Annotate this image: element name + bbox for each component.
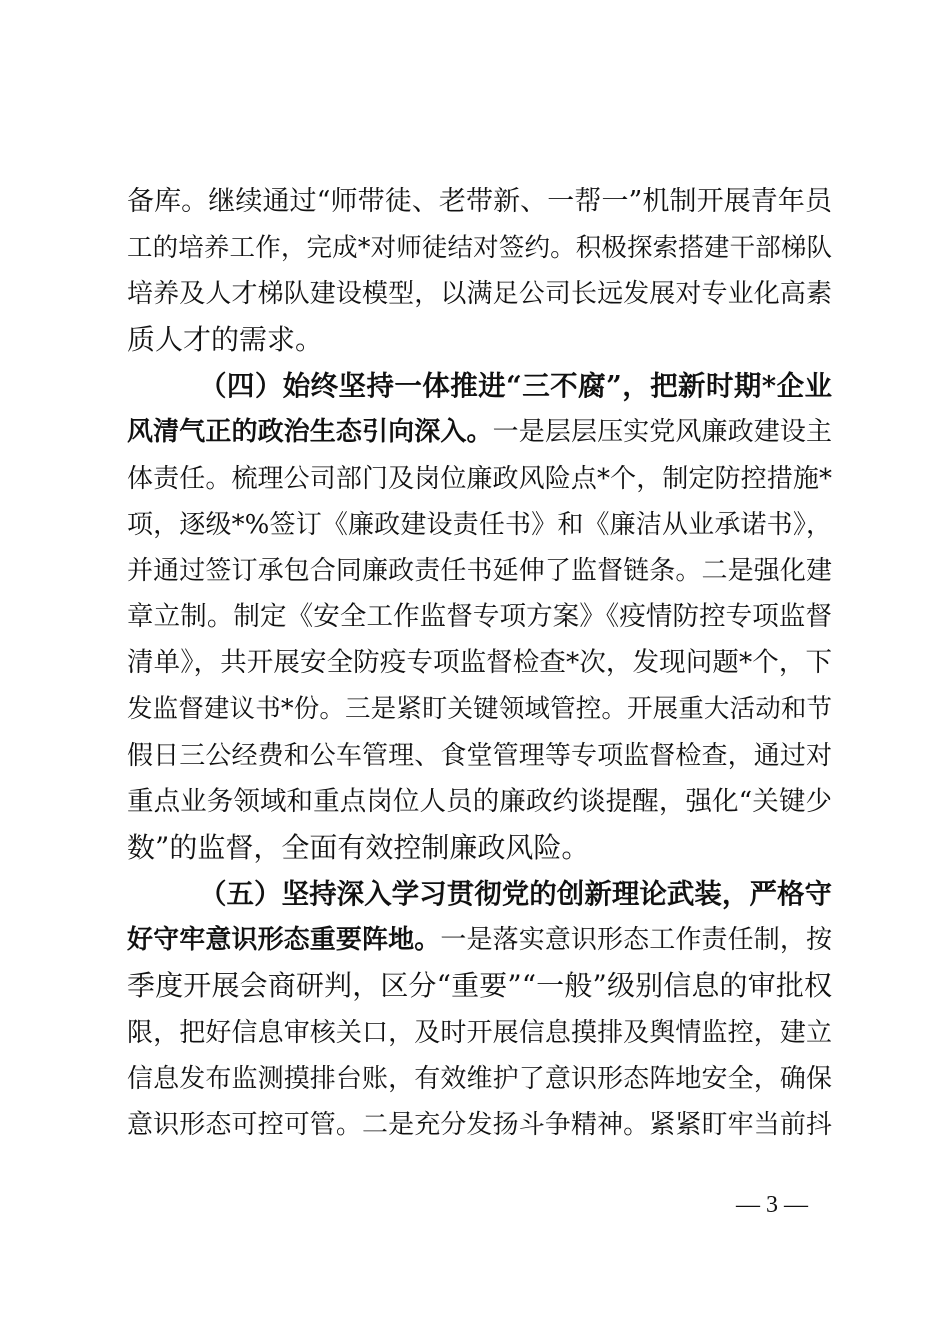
body-line [127,830,832,866]
body-line [127,968,832,1004]
text-segment: 培养及人才梯队建设模型，以满足公司长远发展对专业化高素 [127,279,832,309]
heading-text: 风清气正的政治生态引向深入。 [127,417,493,447]
text-segment: 质人才的需求。 [127,323,324,356]
body-line [127,1107,832,1143]
body-line [127,738,832,774]
page-number: — 3 — [736,1192,808,1218]
text-segment: 清单》，共开展安全防疫专项监督检查*次，发现问题*个，下 [127,647,832,678]
body-line [127,184,832,220]
body-line [127,230,832,266]
text-segment: 季度开展会商研判，区分“重要”“一般”级别信息的审批权 [127,969,832,1002]
body-line [127,507,832,543]
text-segment: 章立制。制定《安全工作监督专项方案》《疫情防控专项监督 [127,601,832,632]
text-segment: 体责任。梳理公司部门及岗位廉政风险点*个，制定防控措施* [127,464,832,494]
text-segment: 一是落实意识形态工作责任制，按 [440,925,832,955]
text-segment: 发监督建议书*份。三是紧盯关键领域管控。开展重大活动和节 [127,694,832,724]
body-line [127,645,832,681]
body-line [127,553,832,589]
text-segment: 备库。继续通过“师带徒、老带新、一帮一”机制开展青年员 [127,186,832,217]
text-segment: 工的培养工作，完成*对师徒结对签约。积极探索搭建干部梯队 [127,233,832,263]
text-segment: 并通过签订承包合同廉政责任书延伸了监督链条。二是强化建 [127,556,832,586]
body-line [127,461,832,497]
section-heading-4 [199,368,832,404]
heading-text: （五）坚持深入学习贯彻党的创新理论武装，严格守 [199,878,832,910]
text-segment: 一是层层压实党风廉政建设主 [492,417,832,447]
text-segment: 意识形态可控可管。二是充分发扬斗争精神。紧紧盯牢当前抖 [127,1110,832,1140]
body-line [127,1061,832,1097]
text-segment: 重点业务领域和重点岗位人员的廉政约谈提醒，强化“关键少 [127,786,832,817]
body-line [127,1015,832,1051]
heading-text: （四）始终坚持一体推进“三不腐”，把新时期*企业 [199,370,832,402]
text-segment: 数”的监督，全面有效控制廉政风险。 [127,831,590,864]
body-line [127,784,832,820]
section-heading-5 [199,876,832,912]
body-line [127,414,832,450]
body-line [127,276,832,312]
text-segment: 信息发布监测摸排台账，有效维护了意识形态阵地安全，确保 [127,1064,832,1094]
text-segment: 假日三公经费和公车管理、食堂管理等专项监督检查，通过对 [127,741,832,771]
body-line [127,922,832,958]
heading-text: 好守牢意识形态重要阵地。 [127,925,441,955]
text-segment: 限，把好信息审核关口，及时开展信息摸排及舆情监控，建立 [127,1018,832,1048]
body-line [127,599,832,635]
body-line [127,322,832,358]
body-line [127,691,832,727]
text-segment: 项，逐级*%签订《廉政建设责任书》和《廉洁从业承诺书》， [127,510,832,540]
